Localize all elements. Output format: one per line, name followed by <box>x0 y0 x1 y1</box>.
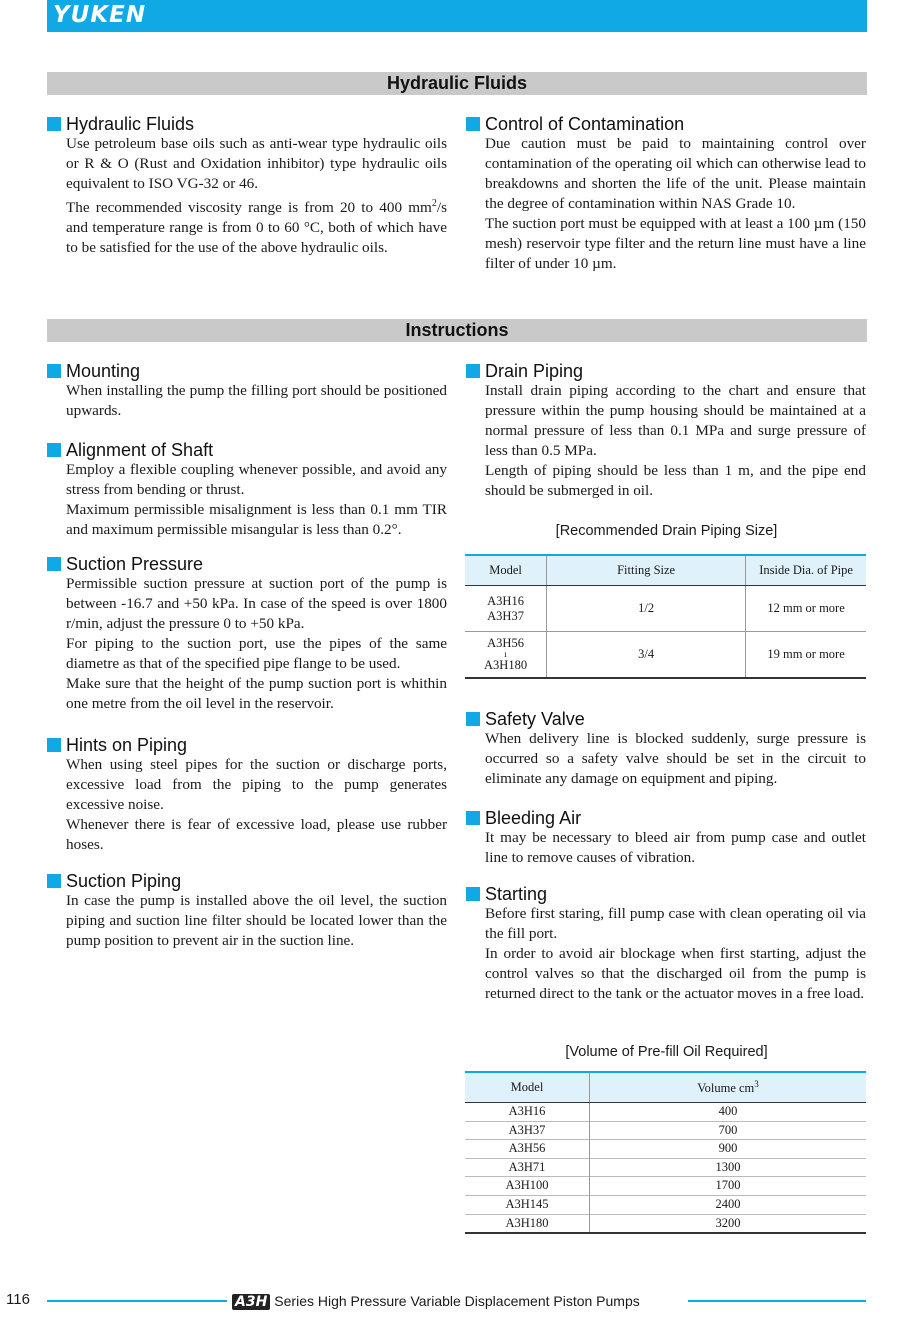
model-cell: A3H145 <box>465 1195 590 1214</box>
paragraph: Permissible suction pressure at suction port of the pump is between -16.7 and +50 kPa. In case of the speed is over 1800 r/min, adjust the pressure 0 to +50 kPa. <box>66 575 447 632</box>
paragraph: In case the pump is installed above the oil level, the suction piping and suction line filter should be located lower than the pump position to prevent air in the suction line. <box>66 892 447 949</box>
blue-square-bullet-icon <box>466 364 480 378</box>
hydraulic-fluids-column <box>47 114 447 258</box>
yuken-logo: YUKEN <box>53 2 147 28</box>
heading-alignment-of-shaft: Alignment of Shaft <box>47 440 447 460</box>
prefill-table-caption: [Volume of Pre-fill Oil Required] <box>565 1044 768 1060</box>
blue-square-bullet-icon <box>466 811 480 825</box>
paragraph: In order to avoid air blockage when first starting, adjust the control valves so that the discharged oil from the pump is returned direct to the tank or the actuator moves in a free load. <box>485 945 866 1002</box>
blue-square-bullet-icon <box>466 887 480 901</box>
paragraph: Employ a flexible coupling whenever possible, and avoid any stress from bending or thrust. <box>66 461 447 498</box>
volume-cell: 400 <box>590 1103 867 1122</box>
heading-starting: Starting <box>466 884 866 904</box>
paragraph: When installing the pump the filling port should be positioned upwards. <box>66 382 447 419</box>
contamination-column <box>466 114 866 274</box>
a3h-series-logo: A3H <box>232 1294 270 1310</box>
heading-mounting: Mounting <box>47 361 447 381</box>
table-row <box>465 632 866 678</box>
volume-cell: 1300 <box>590 1158 867 1177</box>
section-title-instructions: Instructions <box>47 319 867 342</box>
paragraph: Make sure that the height of the pump suction port is whithin one metre from the oil level in the reservoir. <box>66 675 447 712</box>
paragraph: Length of piping should be less than 1 m, and the pipe end should be submerged in oil. <box>485 462 866 499</box>
table-row <box>465 1158 866 1177</box>
instructions-right-column <box>466 361 866 501</box>
heading-hints-on-piping: Hints on Piping <box>47 735 447 755</box>
model-cell: A3H180 <box>465 1214 590 1233</box>
blue-square-bullet-icon <box>466 712 480 726</box>
footer-rule-left <box>47 1300 227 1302</box>
table-row <box>465 1195 866 1214</box>
table-row <box>465 1214 866 1233</box>
table-row <box>465 586 866 632</box>
footer-series-title: A3H Series High Pressure Variable Displacement Piston Pumps <box>232 1293 640 1310</box>
table-row <box>465 1140 866 1159</box>
column-header: Model <box>465 555 547 586</box>
blue-square-bullet-icon <box>47 874 61 888</box>
paragraph: The suction port must be equipped with at least a 100 µm (150 mesh) reservoir type filter and the return line must have a line filter of under 10 µm. <box>485 215 866 272</box>
blue-square-bullet-icon <box>47 117 61 131</box>
heading-suction-piping: Suction Piping <box>47 871 447 891</box>
heading-control-of-contamination: Control of Contamination <box>466 114 866 134</box>
column-header: Volume $cm^3$ <box>590 1072 867 1103</box>
section-title-hydraulic-fluids: Hydraulic Fluids <box>47 72 867 95</box>
pipe-dia-cell: 19 mm or more <box>746 632 866 678</box>
paragraph: Whenever there is fear of excessive load, please use rubber hoses. <box>66 816 447 853</box>
footer-rule-right <box>688 1300 866 1302</box>
table-row <box>465 1177 866 1196</box>
column-header: Model <box>465 1072 590 1103</box>
volume-cell: 1700 <box>590 1177 867 1196</box>
blue-square-bullet-icon <box>466 117 480 131</box>
model-cell: A3H16 <box>465 1103 590 1122</box>
paragraph: Install drain piping according to the chart and ensure that pressure within the pump housing should be maintained at a normal pressure of less than 0.1 MPa and surge pressure of less than 0.5 MPa. <box>485 382 866 459</box>
prefill-oil-volume-table <box>465 1071 866 1234</box>
volume-cell: 3200 <box>590 1214 867 1233</box>
heading-safety-valve: Safety Valve <box>466 709 866 729</box>
heading-bleeding-air: Bleeding Air <box>466 808 866 828</box>
paragraph: Due caution must be paid to maintaining control over contamination of the operating oil which can otherwise lead to breakdowns and shorten the life of the unit. Please maintain the degree of contamination within NAS Grade 10. <box>485 135 866 212</box>
model-cell: A3H37 <box>465 1121 590 1140</box>
model-cell: A3H56 <box>465 1140 590 1159</box>
fitting-size-cell: 3/4 <box>547 632 746 678</box>
paragraph: It may be necessary to bleed air from pump case and outlet line to remove causes of vibration. <box>485 829 866 866</box>
paragraph: Use petroleum base oils such as anti-wear type hydraulic oils or R & O (Rust and Oxidation inhibitor) type hydraulic oils equivalent to ISO VG-32 or 46. <box>66 135 447 192</box>
column-header: Inside Dia. of Pipe <box>746 555 866 586</box>
heading-hydraulic-fluids: Hydraulic Fluids <box>47 114 447 134</box>
blue-square-bullet-icon <box>47 738 61 752</box>
pipe-dia-cell: 12 mm or more <box>746 586 866 632</box>
paragraph: Before first staring, fill pump case with clean operating oil via the fill port. <box>485 905 866 942</box>
heading-drain-piping: Drain Piping <box>466 361 866 381</box>
drain-piping-size-table <box>465 554 866 679</box>
table-row <box>465 1121 866 1140</box>
volume-cell: 700 <box>590 1121 867 1140</box>
paragraph: The recommended viscosity range is from 20 to 400 $mm^2/s$ and temperature range is from 0 to 60 °C, both of which have to be satisfied for the use of the above hydraulic oils. <box>66 198 447 257</box>
blue-square-bullet-icon <box>47 364 61 378</box>
instructions-left-column <box>47 361 447 951</box>
page-number: 116 <box>6 1291 30 1308</box>
model-cell: A3H71 <box>465 1158 590 1177</box>
heading-suction-pressure: Suction Pressure <box>47 554 447 574</box>
table-row <box>465 1103 866 1122</box>
blue-square-bullet-icon <box>47 557 61 571</box>
paragraph: When using steel pipes for the suction or discharge ports, excessive load from the piping to the pump generates excessive noise. <box>66 756 447 813</box>
volume-cell: 900 <box>590 1140 867 1159</box>
model-cell: A3H16 A3H37 <box>465 586 547 632</box>
model-cell: A3H56 ı A3H180 <box>465 632 547 678</box>
column-header: Fitting Size <box>547 555 746 586</box>
fitting-size-cell: 1/2 <box>547 586 746 632</box>
drain-table-caption: [Recommended Drain Piping Size] <box>555 523 778 539</box>
blue-square-bullet-icon <box>47 443 61 457</box>
paragraph: Maximum permissible misalignment is less than 0.1 mm TIR and maximum permissible misangular is less than 0.2°. <box>66 501 447 538</box>
instructions-right-column-lower <box>466 709 866 1004</box>
model-cell: A3H100 <box>465 1177 590 1196</box>
paragraph: For piping to the suction port, use the pipes of the same diametre as that of the specified pipe flange to be used. <box>66 635 447 672</box>
volume-cell: 2400 <box>590 1195 867 1214</box>
paragraph: When delivery line is blocked suddenly, surge pressure is occurred so a safety valve should be set in the circuit to eliminate any damage on equipment and piping. <box>485 730 866 787</box>
brand-header-bar <box>47 0 867 32</box>
